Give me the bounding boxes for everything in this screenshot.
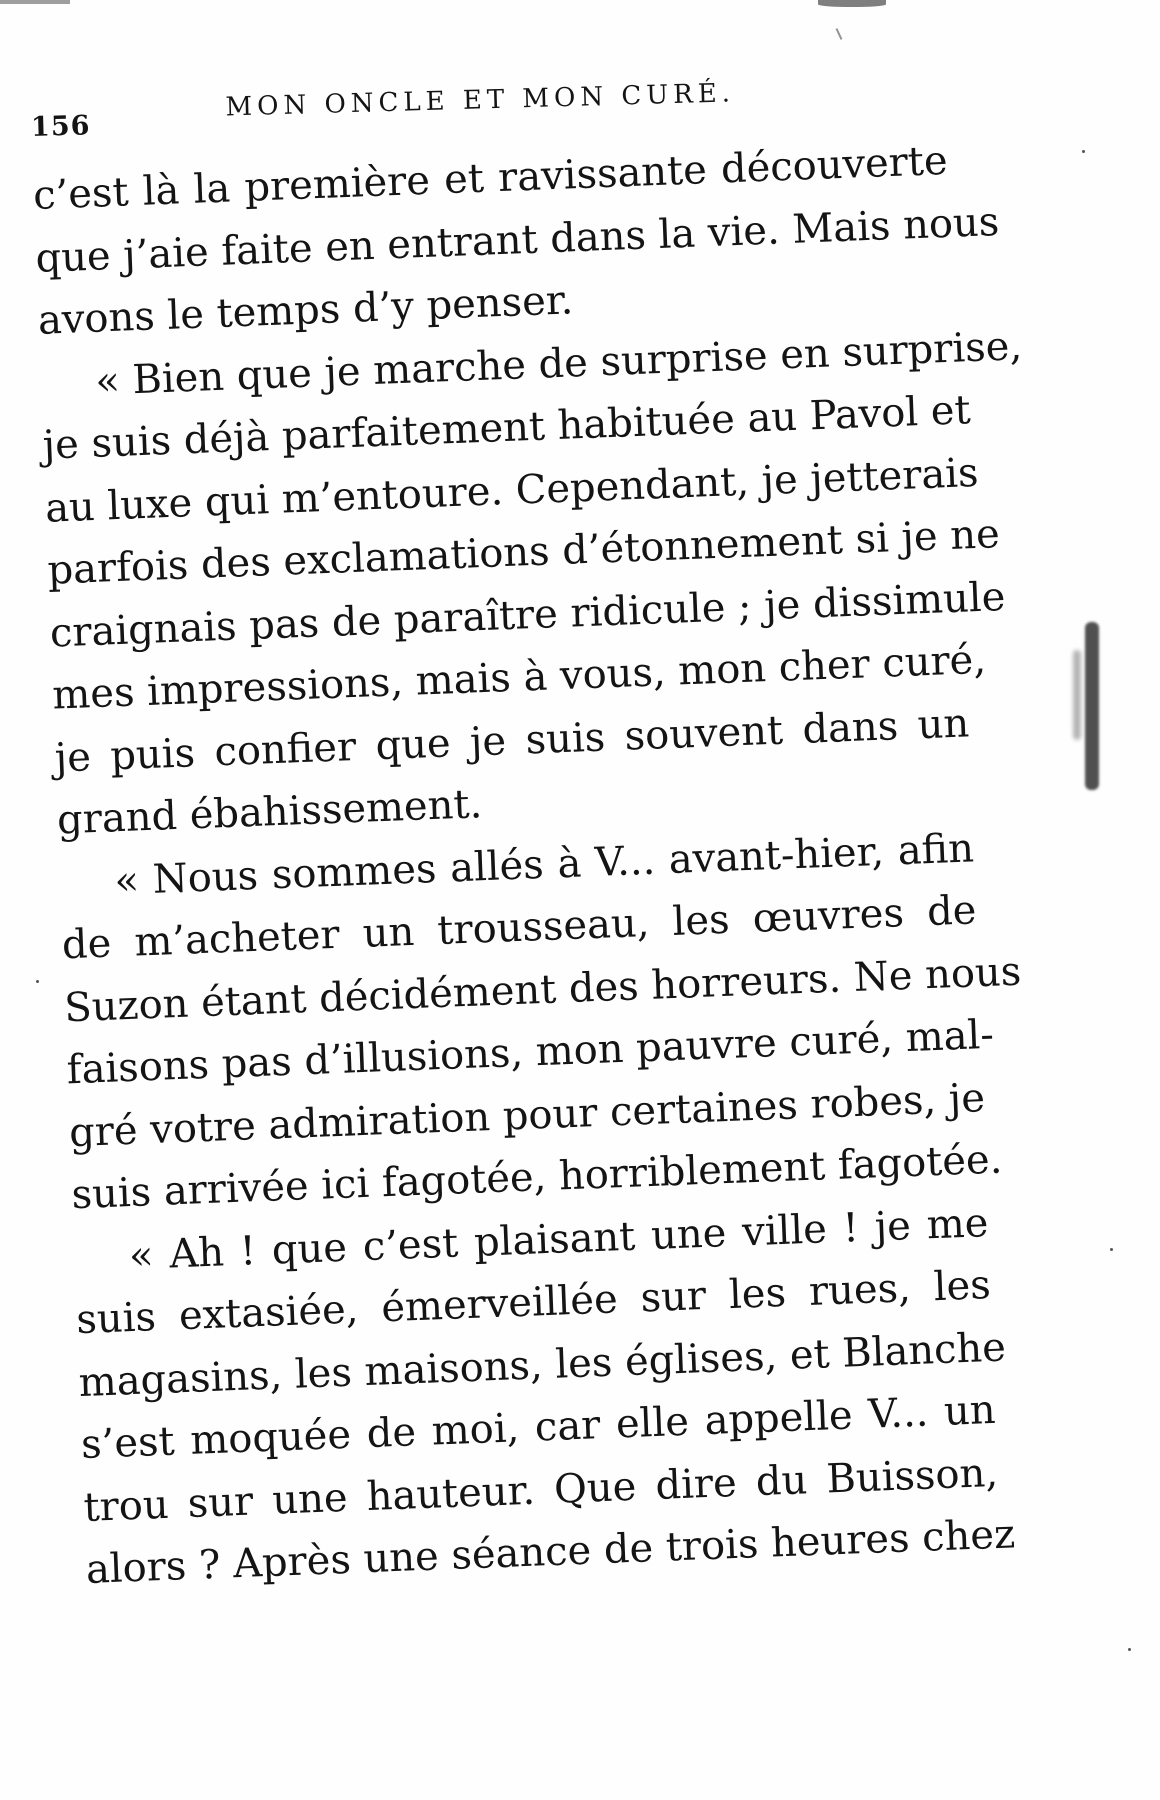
text-line: « Bien que je marche de surprise en surprise, — [94, 322, 1023, 405]
text-line: de m’acheter un trousseau, les œuvres de — [61, 887, 978, 969]
text-line: faisons pas d’illusions, mon pauvre curé, mal- — [65, 1011, 995, 1094]
text-line: avons le temps d’y penser. — [37, 277, 575, 344]
text-line: « Nous sommes allés à V... avant-hier, afin — [113, 824, 975, 904]
scan-artifact — [836, 28, 843, 40]
text-line: mes impressions, mais à vous, mon cher curé, — [51, 636, 987, 719]
text-line: c’est là la première et ravissante découverte — [32, 137, 949, 219]
text-line: magasins, les maisons, les églises, et Blanche — [77, 1324, 1007, 1406]
text-line: alors ? Après une séance de trois heures chez — [85, 1511, 1016, 1593]
page-number: 156 — [30, 110, 91, 143]
text-line: gré votre admiration pour certaines robes, je — [68, 1074, 986, 1156]
speck — [1082, 150, 1085, 153]
speck — [36, 980, 39, 983]
text-line: grand ébahissement. — [56, 781, 483, 844]
text-line: craignais pas de paraître ridicule ; je dissimule — [49, 573, 1007, 657]
body-text — [32, 130, 1023, 1602]
speck — [1128, 1648, 1131, 1651]
text-line: suis arrivée ici fagotée, horriblement fagotée. — [70, 1136, 1004, 1219]
text-line: que j’aie faite en entrant dans la vie. Mais nous — [34, 198, 1001, 282]
running-title: MON ONCLE ET MON CURÉ. — [225, 78, 736, 123]
text-line: au luxe qui m’entoure. Cependant, je jetterais — [44, 449, 980, 532]
text-line: je suis déjà parfaitement habituée au Pavol et — [41, 387, 972, 469]
binding-shadow — [1073, 650, 1081, 740]
binding-shadow — [1085, 622, 1099, 790]
text-line: je puis confier que je suis souvent dans un — [53, 699, 970, 782]
scan-artifact — [0, 0, 70, 4]
text-line: s’est moquée de moi, car elle appelle V... un — [80, 1386, 997, 1469]
text-line: trou sur une hauteur. Que dire du Buisson, — [82, 1449, 999, 1531]
speck — [1110, 1248, 1113, 1251]
scan-artifact — [818, 0, 886, 7]
text-line: parfois des exclamations d’étonnement si je ne — [46, 511, 1001, 594]
text-line: suis extasiée, émerveillée sur les rues, les — [75, 1262, 992, 1344]
page-header — [30, 68, 831, 150]
text-line: « Ah ! que c’est plaisant une ville ! je me — [128, 1199, 990, 1279]
text-line: Suzon étant décidément des horreurs. Ne nous — [63, 948, 1023, 1031]
